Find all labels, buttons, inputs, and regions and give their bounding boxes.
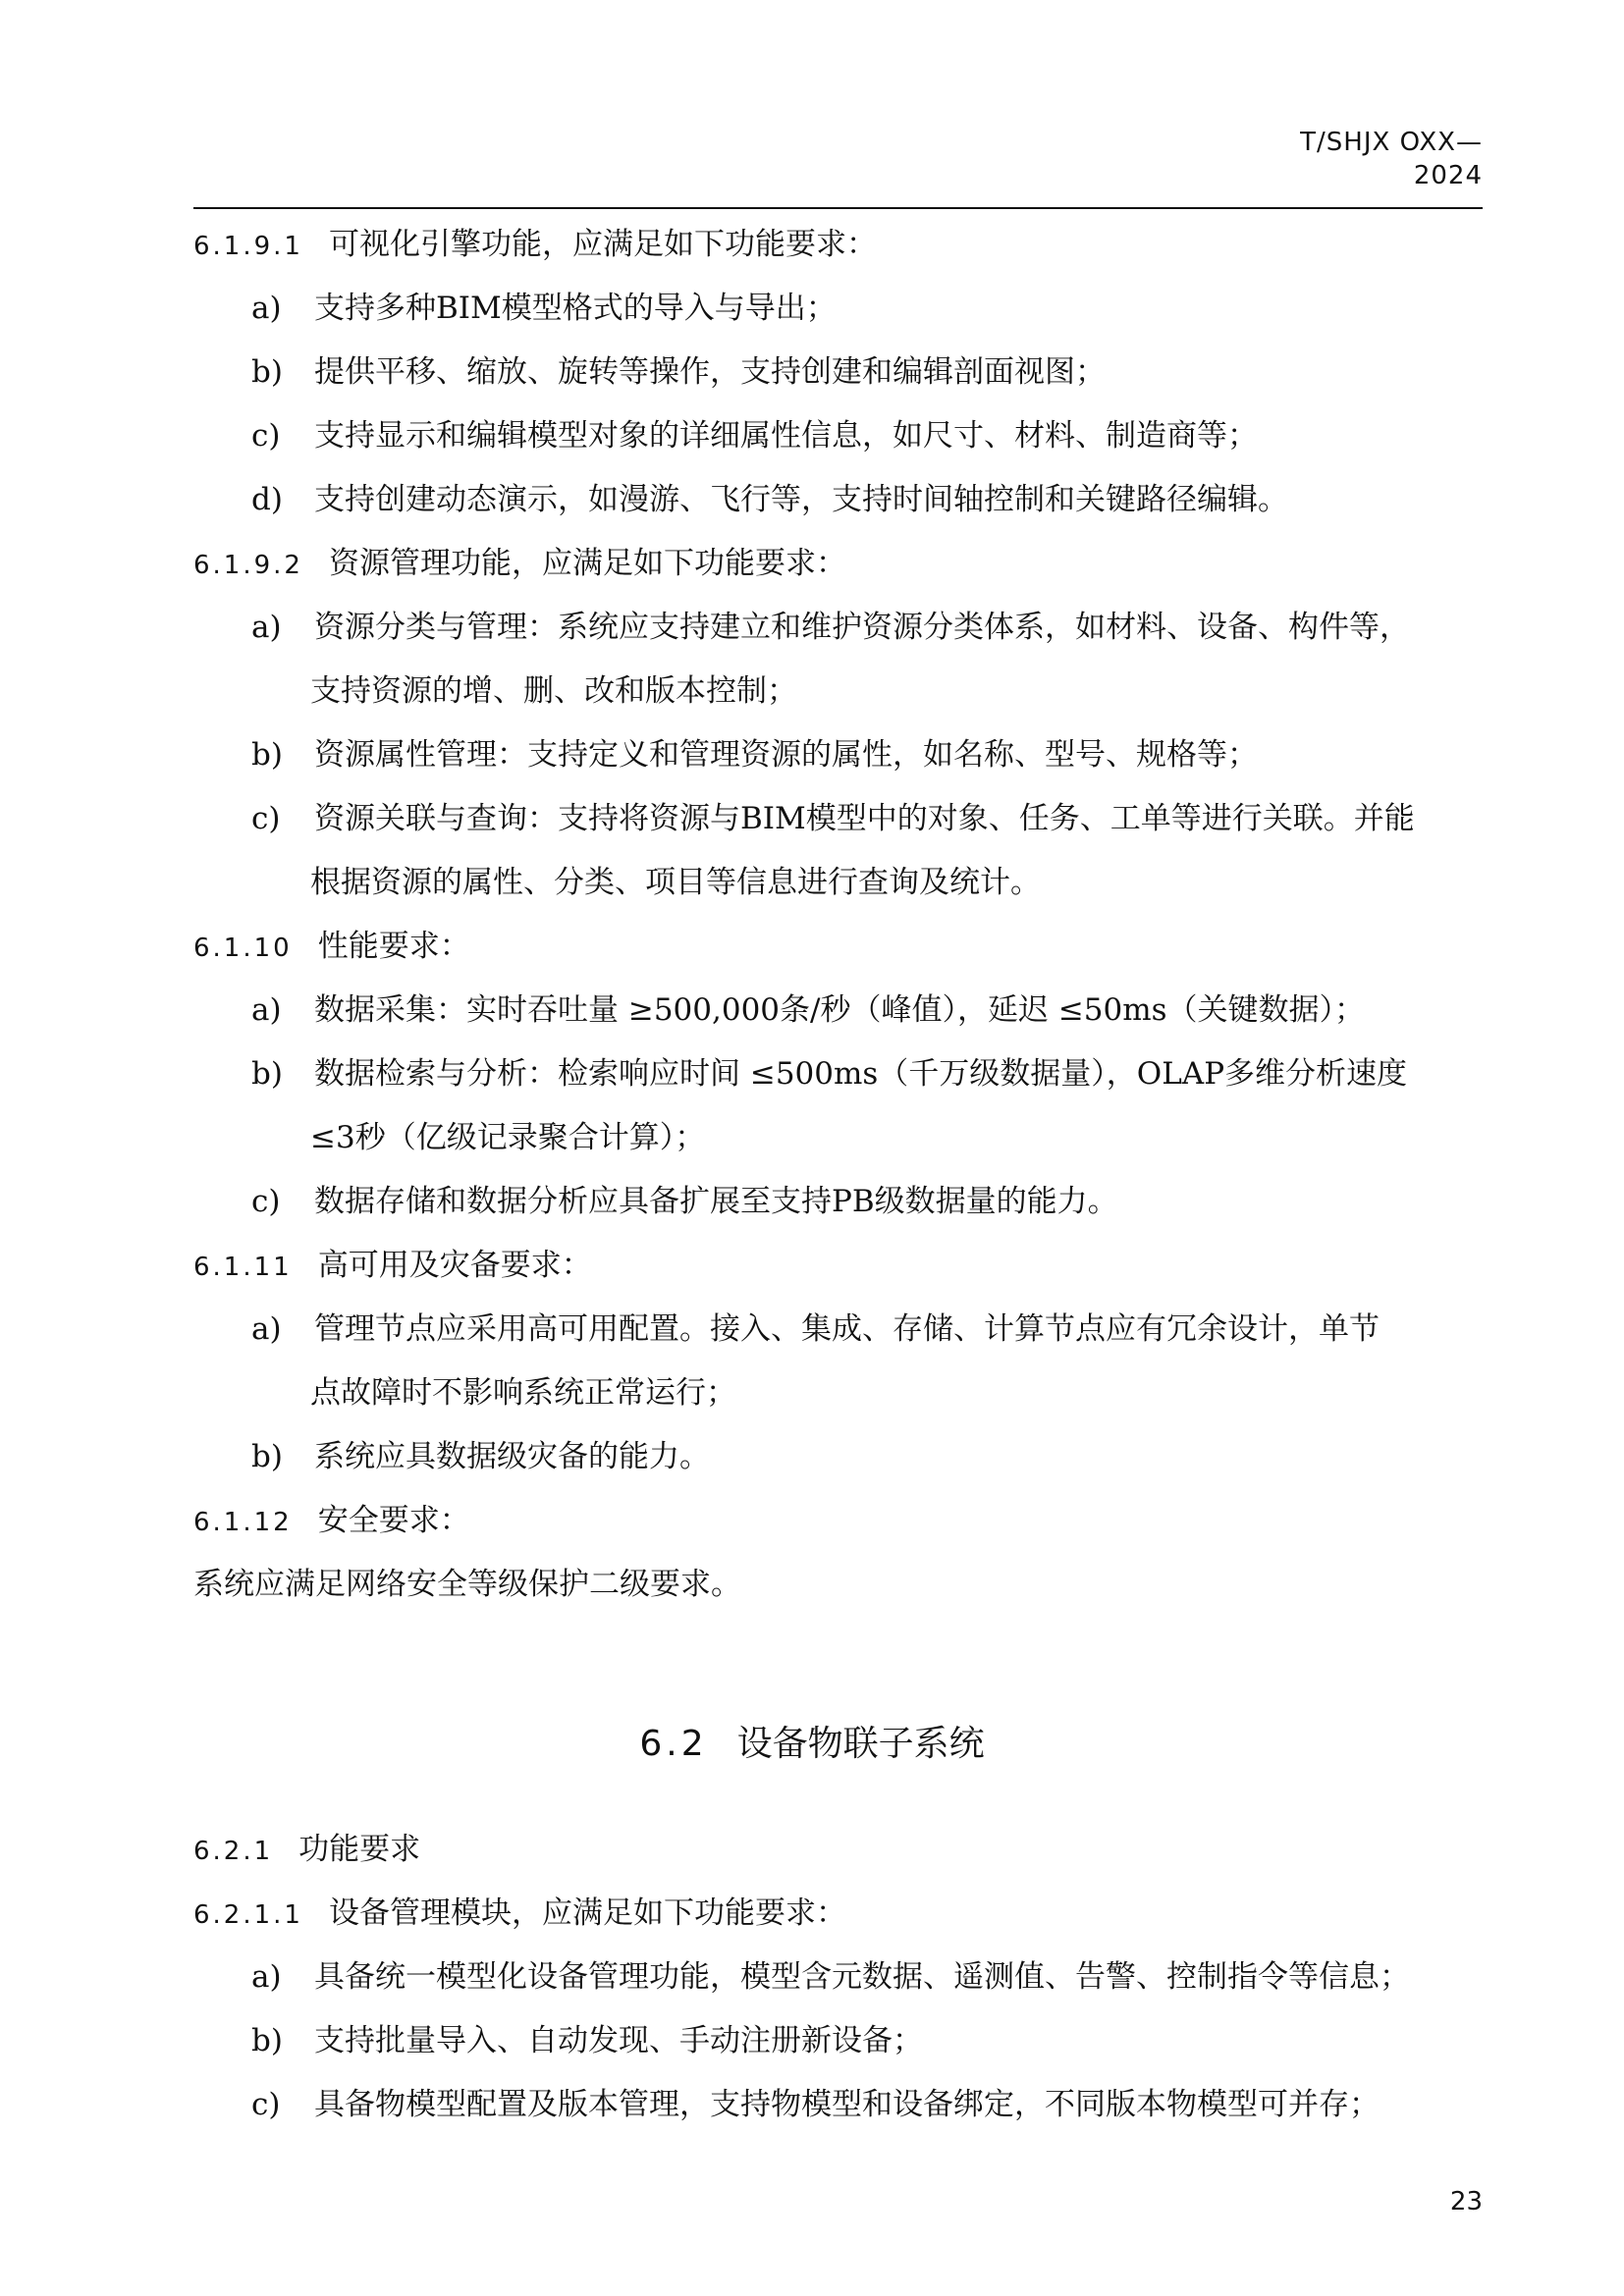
clause-heading-6-1-9-1 xyxy=(193,223,1483,268)
list-text: 数据检索与分析：检索响应时间 ≤500ms（千万级数据量），OLAP多维分析速度 xyxy=(314,1056,1408,1092)
list-text: 数据存储和数据分析应具备扩展至支持PB级数据量的能力。 xyxy=(314,1184,1118,1219)
list-item xyxy=(251,1955,1541,1999)
list-text: 资源分类与管理：系统应支持建立和维护资源分类体系，如材料、设备、构件等， xyxy=(314,610,1410,645)
clause-number: 6.1.9.1 xyxy=(193,232,303,261)
list-marker: b) xyxy=(251,1056,283,1092)
list-item xyxy=(251,287,1541,330)
list-marker: a) xyxy=(251,992,282,1028)
list-text: 数据采集：实时吞吐量 ≥500,000条/秒（峰值），延迟 ≤50ms（关键数据）； xyxy=(314,992,1366,1028)
list-marker: a) xyxy=(251,1959,282,1995)
list-marker: c) xyxy=(251,1184,281,1219)
clause-title: 性能要求： xyxy=(317,929,470,964)
list-item xyxy=(251,2019,1541,2062)
list-item xyxy=(251,606,1541,649)
list-text: 具备统一模型化设备管理功能，模型含元数据、遥测值、告警、控制指令等信息； xyxy=(314,1959,1410,1995)
list-marker: b) xyxy=(251,2023,283,2058)
list-text: 支持批量导入、自动发现、手动注册新设备； xyxy=(314,2023,923,2058)
clause-number: 6.1.12 xyxy=(193,1508,293,1537)
clause-heading-6-1-9-2 xyxy=(193,542,1483,587)
list-text-continuation: 点故障时不影响系统正常运行； xyxy=(310,1375,736,1411)
clause-number: 6.1.9.2 xyxy=(193,551,303,580)
section-heading-6-2 xyxy=(0,1720,1624,1769)
list-text-continuation: 支持资源的增、删、改和版本控制； xyxy=(310,673,797,709)
clause-title: 可视化引擎功能，应满足如下功能要求： xyxy=(328,227,877,262)
list-marker: c) xyxy=(251,801,281,836)
list-text: 管理节点应采用高可用配置。接入、集成、存储、计算节点应有冗余设计，单节 xyxy=(314,1311,1380,1347)
list-marker: b) xyxy=(251,1439,283,1474)
list-item xyxy=(251,1052,1541,1095)
list-item xyxy=(251,988,1541,1032)
list-text: 具备物模型配置及版本管理，支持物模型和设备绑定，不同版本物模型可并存； xyxy=(314,2087,1380,2122)
list-marker: a) xyxy=(251,291,282,326)
section-title: 设备物联子系统 xyxy=(736,1724,985,1764)
list-marker: a) xyxy=(251,1311,282,1347)
list-item xyxy=(251,733,1541,776)
clause-body: 系统应满足网络安全等级保护二级要求。 xyxy=(193,1567,741,1602)
list-text: 支持创建动态演示，如漫游、飞行等，支持时间轴控制和关键路径编辑。 xyxy=(314,482,1288,517)
list-text: 支持多种BIM模型格式的导入与导出； xyxy=(314,291,837,326)
clause-number: 6.2.1.1 xyxy=(193,1900,303,1930)
list-item xyxy=(251,1435,1541,1478)
doc-code: T/SHJX OXX—2024 xyxy=(1300,128,1483,190)
list-marker: d) xyxy=(251,482,283,517)
list-item xyxy=(251,2083,1541,2126)
clause-title: 高可用及灾备要求： xyxy=(317,1248,592,1283)
clause-heading-6-1-11 xyxy=(193,1244,1483,1289)
list-marker: c) xyxy=(251,2087,281,2122)
list-marker: b) xyxy=(251,354,283,390)
clause-heading-6-2-1 xyxy=(193,1828,1483,1873)
list-marker: b) xyxy=(251,737,283,773)
list-marker: c) xyxy=(251,418,281,454)
list-item xyxy=(251,478,1541,521)
list-text: 资源关联与查询：支持将资源与BIM模型中的对象、任务、工单等进行关联。并能 xyxy=(314,801,1415,836)
list-item xyxy=(251,414,1541,457)
clause-title: 功能要求 xyxy=(298,1832,421,1867)
clause-number: 6.1.10 xyxy=(193,934,293,963)
list-text: 支持显示和编辑模型对象的详细属性信息，如尺寸、材料、制造商等； xyxy=(314,418,1258,454)
clause-title: 资源管理功能，应满足如下功能要求： xyxy=(328,546,846,581)
list-text: 系统应具数据级灾备的能力。 xyxy=(314,1439,710,1474)
list-text: 提供平移、缩放、旋转等操作，支持创建和编辑剖面视图； xyxy=(314,354,1106,390)
list-marker: a) xyxy=(251,610,282,645)
list-item xyxy=(251,1308,1541,1351)
list-text-continuation: ≤3秒（亿级记录聚合计算）； xyxy=(310,1120,706,1155)
clause-number: 6.2.1 xyxy=(193,1837,274,1866)
list-item xyxy=(251,797,1541,840)
clause-title: 设备管理模块，应满足如下功能要求： xyxy=(328,1896,846,1931)
list-text: 资源属性管理：支持定义和管理资源的属性，如名称、型号、规格等； xyxy=(314,737,1258,773)
section-number: 6.2 xyxy=(639,1724,708,1764)
clause-heading-6-1-10 xyxy=(193,925,1483,970)
clause-heading-6-1-12 xyxy=(193,1499,1483,1544)
list-item xyxy=(251,350,1541,394)
page-number: 23 xyxy=(1449,2187,1483,2216)
list-item xyxy=(251,1180,1541,1223)
clause-title: 安全要求： xyxy=(317,1503,470,1538)
clause-heading-6-2-1-1 xyxy=(193,1892,1483,1937)
clause-number: 6.1.11 xyxy=(193,1253,293,1282)
list-text-continuation: 根据资源的属性、分类、项目等信息进行查询及统计。 xyxy=(310,865,1041,900)
